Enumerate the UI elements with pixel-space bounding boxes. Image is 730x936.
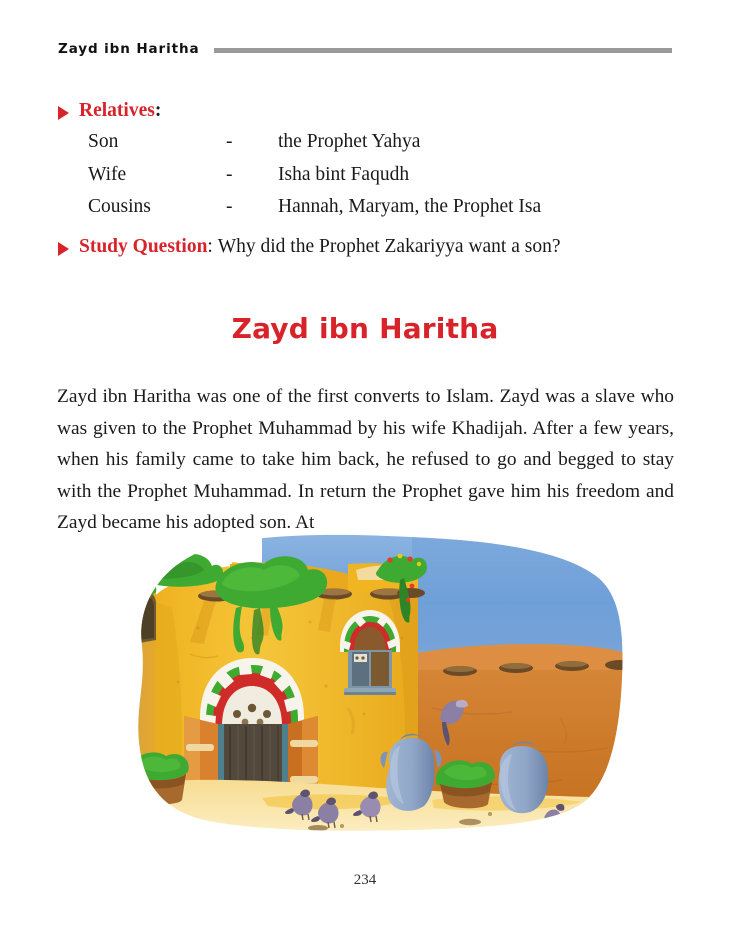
flower	[410, 584, 415, 589]
window-detail	[355, 656, 358, 659]
relative-role: Cousins	[88, 196, 151, 218]
section-heading: Zayd ibn Haritha	[231, 312, 499, 345]
debris	[308, 825, 328, 831]
illustration-svg	[112, 518, 628, 848]
table-row	[88, 161, 648, 194]
relative-dash: -	[226, 163, 233, 185]
relative-dash: -	[226, 196, 233, 218]
beam-highlight	[557, 661, 587, 667]
relative-role: Wife	[88, 163, 127, 185]
relatives-label-text: Relatives	[79, 100, 155, 121]
beam-highlight	[501, 663, 531, 669]
relatives-bullet	[58, 100, 161, 122]
triangle-bullet-icon	[58, 242, 69, 256]
potted-bush-right	[436, 760, 495, 808]
table-row	[88, 193, 648, 226]
left-wall-niche-inner	[138, 597, 154, 640]
flower	[398, 554, 403, 559]
illustration-mud-brick-house	[112, 518, 628, 848]
debris	[459, 819, 481, 825]
illustration-scene	[112, 518, 628, 848]
potted-bush-left	[130, 752, 189, 804]
relative-name: Isha bint Faqudh	[278, 163, 410, 185]
study-question-line	[79, 236, 561, 258]
shutter-brace	[186, 744, 214, 751]
relative-dash: -	[226, 131, 233, 152]
running-header	[58, 38, 672, 60]
relative-name: Hannah, Maryam, the Prophet Isa	[278, 196, 542, 218]
triangle-bullet-icon	[58, 106, 69, 120]
debris	[488, 812, 492, 816]
flower	[417, 562, 421, 566]
relatives-label	[79, 100, 161, 122]
relative-role: Son	[88, 131, 119, 152]
window-sill-shadow	[344, 692, 396, 695]
table-row	[88, 128, 648, 161]
shutter-brace	[290, 740, 318, 747]
study-question-body: Why did the Prophet Zakariyya want a son?	[217, 236, 561, 257]
study-question-label: Study Question	[79, 236, 208, 257]
debris	[123, 815, 141, 821]
arch-stripe	[238, 659, 252, 675]
beam-highlight	[445, 666, 475, 672]
header-rule	[214, 48, 672, 53]
tympanum-dot	[233, 710, 241, 718]
study-question-colon: :	[207, 236, 213, 257]
tympanum-dot	[248, 704, 256, 712]
relatives-table-body	[88, 128, 648, 226]
debris	[340, 824, 344, 828]
window-detail	[361, 656, 364, 659]
flower	[407, 556, 412, 561]
sky-wash	[412, 534, 622, 650]
flower	[406, 598, 410, 602]
page-number: 234	[353, 872, 377, 888]
running-header-title: Zayd ibn Haritha	[58, 41, 200, 57]
relatives-label-colon: :	[154, 100, 162, 121]
body-paragraph: Zayd ibn Haritha was one of the first converts to Islam. Zayd was a slave who was given to the Prophet Muhammad by his wife Khadijah. After a few years, when his family came to take him back, he refused to go and begged to stay with the Prophet Muhammad. In return the Prophet gave him his freedom and Zayd became his adopted son. At	[57, 386, 674, 534]
shutter-brace	[290, 776, 318, 783]
relative-name: the Prophet Yahya	[278, 131, 421, 152]
arched-window	[340, 610, 400, 695]
relatives-table	[88, 128, 648, 226]
tympanum-dot	[263, 710, 271, 718]
study-question-bullet	[58, 236, 561, 258]
flower	[387, 557, 392, 562]
window-pane-right	[371, 652, 389, 686]
